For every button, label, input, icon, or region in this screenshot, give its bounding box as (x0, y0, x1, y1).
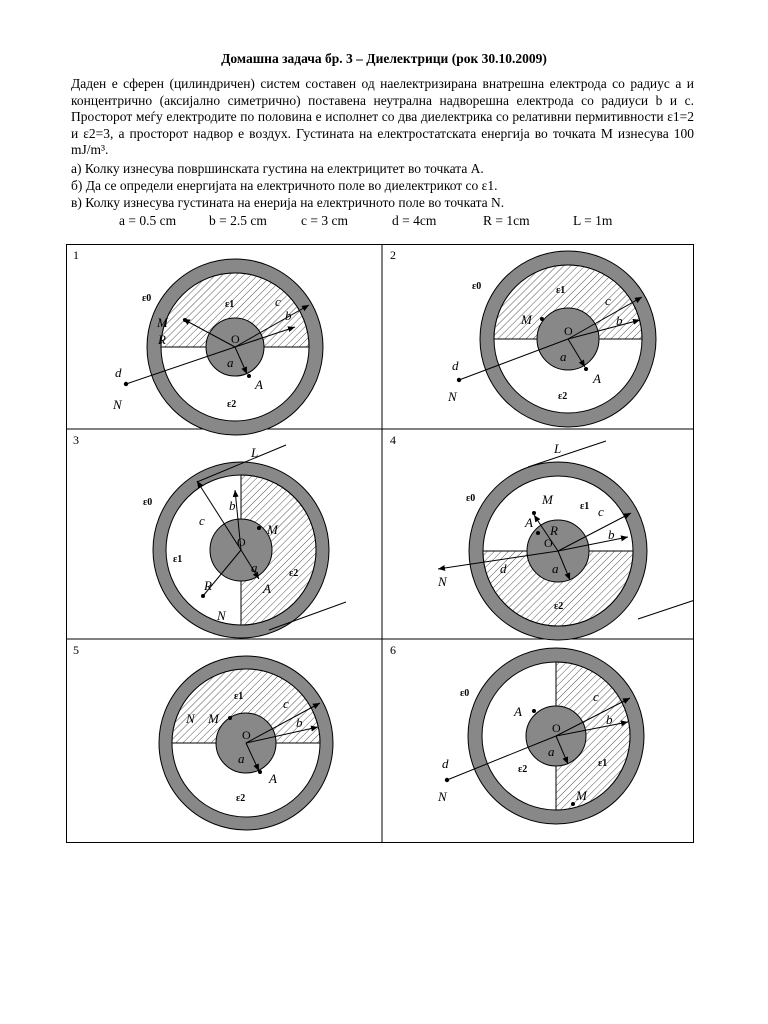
svg-text:d: d (452, 358, 459, 373)
svg-text:M: M (208, 711, 219, 726)
svg-text:b: b (616, 313, 623, 328)
svg-text:L: L (251, 445, 259, 460)
svg-text:R: R (204, 578, 212, 593)
svg-text:L: L (554, 441, 562, 456)
fig-num-3: 3 (73, 433, 79, 447)
figure-1 (112, 259, 323, 435)
figure-grid (66, 244, 694, 843)
svg-text:O: O (552, 721, 561, 735)
svg-text:a: a (548, 744, 555, 759)
svg-text:ε1: ε1 (598, 758, 608, 769)
page-title: Домашна задача бр. 3 – Диелектрици (рок 30.10.2009) (221, 51, 547, 66)
svg-text:ε2: ε2 (558, 391, 568, 402)
label-eps1: ε1 (225, 299, 235, 310)
svg-text:M: M (576, 788, 587, 803)
svg-text:d: d (500, 561, 507, 576)
svg-text:M: M (267, 522, 278, 537)
param-L: L = 1m (573, 213, 613, 228)
problem-statement (71, 76, 694, 159)
label-b: b (285, 308, 292, 323)
question-b: б) Да се определи енергијата на електричното поле во диелектрикот со ε1. (71, 178, 498, 193)
label-A: A (255, 377, 263, 392)
svg-text:c: c (605, 293, 611, 308)
svg-text:b: b (606, 712, 613, 727)
param-d: d = 4cm (392, 213, 437, 228)
svg-text:M: M (521, 312, 532, 327)
svg-text:N: N (438, 789, 447, 804)
label-O: O (231, 332, 240, 346)
param-R: R = 1cm (483, 213, 530, 228)
svg-text:A: A (263, 581, 271, 596)
svg-text:A: A (593, 371, 601, 386)
svg-text:a: a (552, 561, 559, 576)
svg-text:ε0: ε0 (460, 688, 470, 699)
param-c: c = 3 cm (301, 213, 348, 228)
figure-2 (447, 251, 656, 427)
figure-6 (437, 648, 644, 824)
svg-text:O: O (242, 728, 251, 742)
svg-text:N: N (448, 389, 457, 404)
param-a: a = 0.5 cm (119, 213, 177, 228)
svg-text:ε1: ε1 (556, 285, 566, 296)
svg-text:ε2: ε2 (236, 793, 246, 804)
svg-text:c: c (199, 513, 205, 528)
svg-text:ε1: ε1 (234, 691, 244, 702)
svg-text:ε2: ε2 (518, 764, 528, 775)
svg-text:A: A (525, 515, 533, 530)
param-b: b = 2.5 cm (209, 213, 267, 228)
svg-text:b: b (608, 527, 615, 542)
svg-text:b: b (296, 715, 303, 730)
fig-num-1: 1 (73, 248, 79, 262)
figure-5 (159, 656, 333, 830)
svg-text:ε1: ε1 (580, 501, 590, 512)
label-M: M (157, 315, 168, 330)
label-d: d (115, 365, 122, 380)
svg-text:ε0: ε0 (466, 493, 476, 504)
svg-text:A: A (269, 771, 277, 786)
svg-text:ε1: ε1 (173, 554, 183, 565)
svg-text:N: N (186, 711, 195, 726)
svg-text:M: M (542, 492, 553, 507)
label-R: R (158, 332, 166, 347)
svg-text:a: a (238, 751, 245, 766)
svg-text:c: c (593, 689, 599, 704)
svg-text:b: b (229, 498, 236, 513)
label-eps0: ε0 (142, 293, 152, 304)
svg-text:R: R (550, 523, 558, 538)
label-c: c (275, 294, 281, 309)
svg-text:O: O (237, 535, 246, 549)
question-a: а) Колку изнесува површинската густина на електрицитет во точката A. (71, 161, 484, 176)
svg-text:O: O (564, 324, 573, 338)
fig-num-5: 5 (73, 643, 79, 657)
svg-text:A: A (514, 704, 522, 719)
svg-text:a: a (251, 560, 258, 575)
svg-text:ε2: ε2 (289, 568, 299, 579)
figure-3 (143, 445, 346, 638)
label-N: N (113, 397, 122, 412)
label-eps2: ε2 (227, 399, 237, 410)
svg-text:N: N (438, 574, 447, 589)
fig-num-4: 4 (390, 433, 396, 447)
svg-text:a: a (560, 349, 567, 364)
svg-text:ε2: ε2 (554, 601, 564, 612)
fig-num-2: 2 (390, 248, 396, 262)
figure-4 (437, 441, 694, 640)
question-c: в) Колку изнесува густината на енерија на електричното поле во точката N. (71, 195, 505, 210)
svg-text:c: c (598, 504, 604, 519)
svg-text:d: d (442, 756, 449, 771)
svg-text:c: c (283, 696, 289, 711)
intro-text: Даден е сферен (цилиндричен) систем составен од наелектризирана внатрешна електрода со радиус a и концентрично (аксијално симетрично) поставена неутрална надворешна електрода со радиуси b и c. Просторот меѓу електродите по половина е исполнет со два диелектрика со релативни пермитивности ε1=2 и ε2=3, а просторот надвор е воздух. Густината на електростатската енергија во точката M изнесува 100 mJ/m³. (71, 76, 694, 157)
svg-text:N: N (217, 608, 226, 623)
svg-text:ε0: ε0 (472, 281, 482, 292)
svg-text:O: O (544, 536, 553, 550)
svg-text:ε0: ε0 (143, 497, 153, 508)
label-a: a (227, 355, 234, 370)
fig-num-6: 6 (390, 643, 396, 657)
